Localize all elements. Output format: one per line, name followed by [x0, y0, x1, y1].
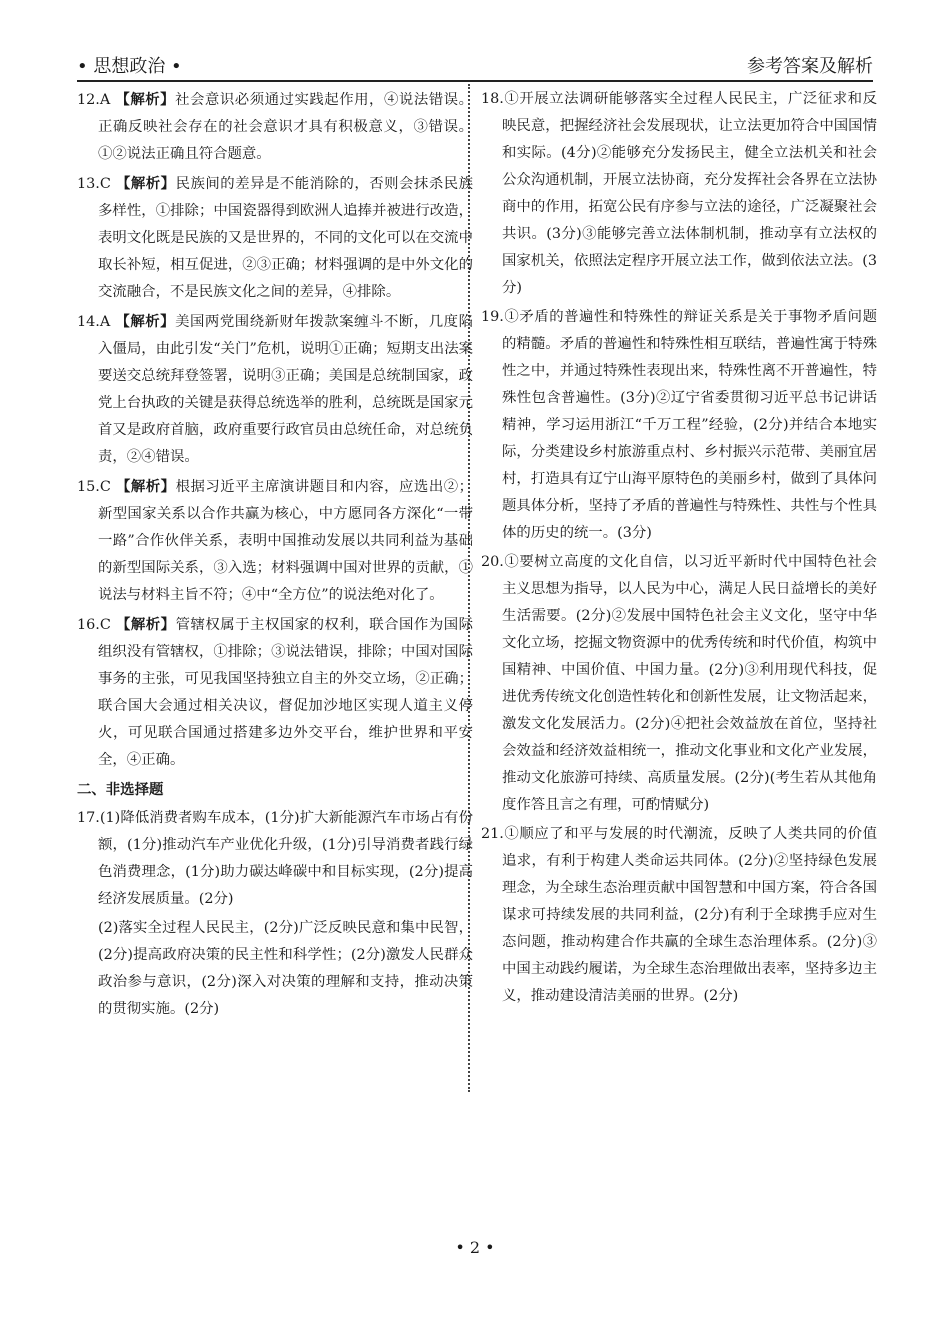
answer-choice: C	[99, 479, 111, 495]
analysis-text: 社会意识必须通过实践起作用，④说法错误。正确反映社会存在的社会意识才具有积极意义，③错误。①②说法正确且符合题意。	[98, 92, 473, 162]
analysis-tag: 【解析】	[116, 175, 176, 192]
answer-part-1: (1)降低消费者购车成本，(1分)扩大新能源汽车市场占有份额，(1分)推动汽车产业优化升级，(1分)引导消费者践行绿色消费理念，(1分)助力碳达峰碳中和目标实现，(2分)提高经济发展质量。(2分)	[98, 810, 473, 907]
left-column	[77, 86, 473, 1023]
answer-item-16	[77, 611, 473, 774]
answer-item-18	[481, 86, 877, 302]
analysis-text: 民族间的差异是不能消除的，否则会抹杀民族多样性，①排除；中国瓷器得到欧洲人追捧并被进行改造，表明文化既是民族的又是世界的，不同的文化可以在交流中取长补短，相互促进，②③正确；材料强调的是中外文化的交流融合，不是民族文化之间的差异，④排除。	[98, 176, 473, 300]
page-number: • 2 •	[455, 1238, 495, 1257]
answer-item-19	[481, 304, 877, 547]
answer-choice: C	[99, 176, 111, 192]
answer-item-17	[77, 805, 473, 913]
page-header	[77, 46, 873, 82]
question-number: 12.	[77, 92, 100, 108]
answer-item-12	[77, 86, 473, 168]
right-column	[481, 86, 877, 1012]
answer-choice: C	[99, 617, 111, 633]
question-number: 19.	[481, 309, 504, 325]
section-title: 参考答案及解析	[747, 56, 873, 77]
question-number: 15.	[77, 479, 100, 495]
answer-text: ①开展立法调研能够落实全过程人民民主，广泛征求和反映民意，把握经济社会发展现状，让立法更加符合中国国情和实际。(4分)②能够充分发扬民主，健全立法机关和社会公众沟通机制，开展立法协商，充分发挥社会各界在立法协商中的作用，拓宽公民有序参与立法的途径，广泛凝聚社会共识。(3分)③能够完善立法体制机制，推动享有立法权的国家机关，依照法定程序开展立法工作，做到依法立法。(3分)	[502, 91, 877, 296]
question-number: 16.	[77, 617, 100, 633]
question-number: 21.	[481, 826, 504, 842]
analysis-text: 美国两党围绕新财年拨款案缠斗不断，几度陷入僵局，由此引发“关门”危机，说明①正确；短期支出法案要送交总统拜登签署，说明③正确；美国是总统制国家，政党上台执政的关键是获得总统选举的胜利，总统既是国家元首又是政府首脑，政府重要行政官员由总统任命，对总统负责，②④错误。	[98, 314, 473, 465]
analysis-text: 根据习近平主席演讲题目和内容，应选出②；新型国家关系以合作共赢为核心，中方愿同各方深化“一带一路”合作伙伴关系，表明中国推动发展以共同利益为基础的新型国际关系，③入选；材料强调中国对世界的贡献，①说法与材料主旨不符；④中“全方位”的说法绝对化了。	[98, 479, 473, 603]
answer-text: ①要树立高度的文化自信，以习近平新时代中国特色社会主义思想为指导，以人民为中心，满足人民日益增长的美好生活需要。(2分)②发展中国特色社会主义文化，坚守中华文化立场，挖掘文物资源中的优秀传统和时代价值，构筑中国精神、中国价值、中国力量。(2分)③利用现代科技，促进优秀传统文化创造性转化和创新性发展，让文物活起来，激发文化发展活力。(2分)④把社会效益放在首位，坚持社会效益和经济效益相统一，推动文化事业和文化产业发展，推动文化旅游可持续、高质量发展。(2分)(考生若从其他角度作答且言之有理，可酌情赋分)	[502, 554, 877, 813]
analysis-tag: 【解析】	[116, 478, 176, 495]
question-number: 13.	[77, 176, 100, 192]
answer-text: ①顺应了和平与发展的时代潮流，反映了人类共同的价值追求，有利于构建人类命运共同体。(2分)②坚持绿色发展理念，为全球生态治理贡献中国智慧和中国方案，符合各国谋求可持续发展的共同利益，(2分)有利于全球携手应对生态问题，推动构建合作共赢的全球生态治理体系。(2分)③中国主动践约履诺，为全球生态治理做出表率，坚持多边主义，推动建设清洁美丽的世界。(2分)	[502, 826, 877, 1004]
analysis-text: 管辖权属于主权国家的权利，联合国作为国际组织没有管辖权，①排除；③说法错误，排除；中国对国际事务的主张，可见我国坚持独立自主的外交立场，②正确；联合国大会通过相关决议，督促加沙地区实现人道主义停火，可见联合国通过搭建多边外交平台，维护世界和平安全，④正确。	[98, 617, 473, 768]
answer-item-13	[77, 170, 473, 306]
analysis-tag: 【解析】	[115, 91, 176, 108]
analysis-tag: 【解析】	[115, 313, 176, 330]
answer-item-21	[481, 821, 877, 1010]
question-number: 14.	[77, 314, 100, 330]
answer-text: ①矛盾的普遍性和特殊性的辩证关系是关于事物矛盾问题的精髓。矛盾的普遍性和特殊性相互联结，普遍性寓于特殊性之中，并通过特殊性表现出来，特殊性离不开普遍性，特殊性包含普遍性。(3分)②辽宁省委贯彻习近平总书记讲话精神，学习运用浙江“千万工程”经验，(2分)并结合本地实际，分类建设乡村旅游重点村、乡村振兴示范带、美丽宜居村，打造具有辽宁山海平原特色的美丽乡村，做到了具体问题具体分析，坚持了矛盾的普遍性与特殊性、共性与个性具体的历史的统一。(3分)	[502, 309, 877, 541]
question-number: 17.	[77, 810, 100, 826]
answer-part-2: (2)落实全过程人民民主，(2分)广泛反映民意和集中民智，(2分)提高政府决策的民主性和科学性；(2分)激发人民群众政治参与意识，(2分)深入对决策的理解和支持，推动决策的贯彻实施。(2分)	[98, 920, 473, 1017]
answer-choice: A	[99, 92, 111, 108]
question-number: 18.	[481, 91, 504, 107]
analysis-tag: 【解析】	[116, 616, 176, 633]
non-choice-section-heading: 二、非选择题	[77, 781, 164, 798]
subject-title: • 思想政治 •	[77, 56, 182, 77]
answer-choice: A	[99, 314, 111, 330]
answer-item-15	[77, 473, 473, 609]
question-number: 20.	[481, 554, 504, 570]
answer-item-20	[481, 549, 877, 819]
answer-item-14	[77, 308, 473, 471]
